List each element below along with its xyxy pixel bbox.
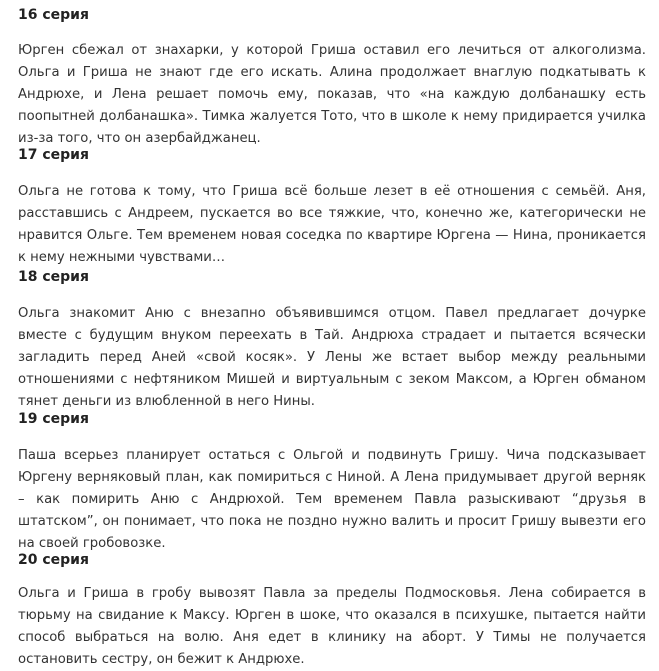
episode-19 bbox=[18, 410, 646, 555]
episode-16 bbox=[18, 6, 646, 150]
episode-18 bbox=[18, 268, 646, 413]
episode-description: Паша всерьез планирует остаться с Ольгой и подвинуть Гришу. Чича подсказывает Юргену верняковый план, как помириться с Ниной. А Лена придумывает другой верняк – как помирить Аню с Андрюхой. Тем временем Павла разыскивают “друзья в штатском”, он понимает, что пока не поздно нужно валить и просит Гришу вывезти его на своей гробовозке. bbox=[18, 448, 646, 551]
episode-title: 17 серия bbox=[18, 147, 89, 163]
episode-title: 18 серия bbox=[18, 269, 89, 285]
episode-description: Ольга не готова к тому, что Гриша всё больше лезет в её отношения с семьёй. Аня, расставшись с Андреем, пускается во все тяжкие, что, конечно же, категорически не нравится Ольге. Тем временем новая соседка по квартире Юргена — Нина, проникается к нему нежными чувствами… bbox=[18, 184, 646, 265]
episode-title: 19 серия bbox=[18, 411, 89, 427]
episode-description: Ольга и Гриша в гробу вывозят Павла за пределы Подмосковья. Лена собирается в тюрьму на свидание к Максу. Юрген в шоке, что оказался в психушке, пытается найти способ выбраться на волю. Аня едет в клинику на аборт. У Тимы не получается остановить сестру, он бежит к Андрюхе. bbox=[18, 586, 646, 667]
episode-description: Юрген сбежал от знахарки, у которой Гриша оставил его лечиться от алкоголизма. Ольга и Гриша не знают где его искать. Алина продолжает внаглую подкатывать к Андрюхе, и Лена решает помочь ему, показав, что «на каждую долбанашку есть поопытней долбанашка». Тимка жалуется Тото, что в школе к нему придирается училка из-за того, что он азербайджанец. bbox=[18, 43, 646, 146]
episode-title: 20 серия bbox=[18, 552, 89, 568]
episode-description: Ольга знакомит Аню с внезапно объявившимся отцом. Павел предлагает дочурке вместе с будущим внуком переехать в Тай. Андрюха страдает и пытается всячески загладить перед Аней «свой косяк». У Лены же встает выбор между реальными отношениями с нефтяником Мишей и виртуальным с зеком Максом, а Юрген обманом тянет деньги из влюбленной в него Нины. bbox=[18, 306, 646, 409]
episode-title: 16 серия bbox=[18, 7, 89, 23]
episode-20 bbox=[18, 551, 646, 671]
episode-17 bbox=[18, 146, 646, 269]
